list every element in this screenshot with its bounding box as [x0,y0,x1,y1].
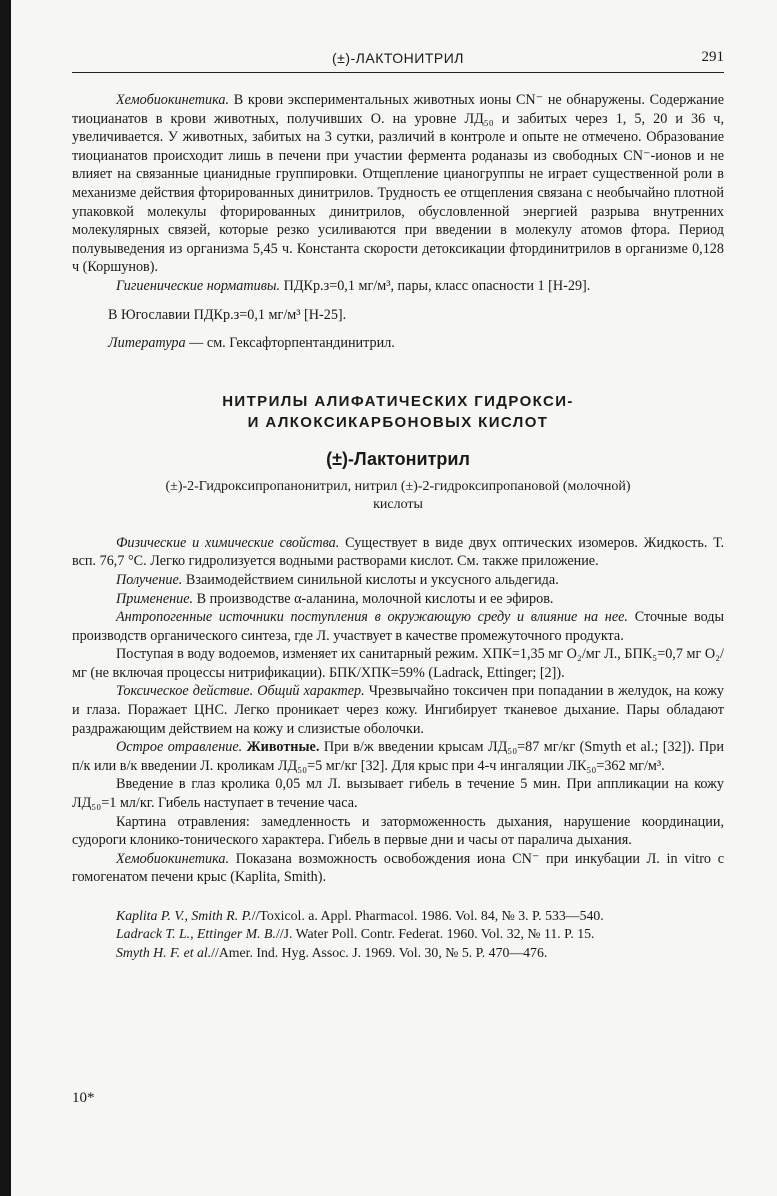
paragraph-clinical-picture [72,813,724,850]
paragraph-text: Чрезвычайно токсичен при попадании в желудок, на кожу и глаза. Поражает ЦНС. Легко проникает через кожу. Ингибирует тканевое дыхание. Пары обладают раздражающим действием на кожу и слизистые оболочки. [72,683,724,737]
section-heading-line: И АЛКОКСИКАРБОНОВЫХ КИСЛОТ [247,413,549,431]
paragraph-eye-skin [72,775,724,812]
book-page [72,46,724,962]
section-heading-line: НИТРИЛЫ АЛИФАТИЧЕСКИХ ГИДРОКСИ- [222,392,574,410]
run-in-heading: Литература [108,335,186,352]
compound-body [72,534,724,887]
paragraph-text: ПДКр.з=0,1 мг/м³, пары, класс опасности 1 [Н-29]. [280,277,591,294]
section-heading [72,391,724,433]
paragraph-text: В производстве α-аланина, молочной кислоты и ее эфиров. [193,590,554,607]
paragraph-chemobiokinetics-2 [72,850,724,887]
paragraph-hygiene-standards [72,277,724,296]
run-in-heading: Хемобиокинетика. [116,850,230,867]
synonyms-line: (±)-2-Гидроксипропанонитрил, нитрил (±)-2-гидроксипропановой (молочной) [165,478,631,494]
reference-item [72,944,724,962]
reference-item [72,907,724,925]
paragraph-properties [72,534,724,571]
paragraph-yugoslavia [72,306,724,325]
reference-authors: Smyth H. F. et al. [116,944,212,960]
run-in-heading: Хемобиокинетика. [116,92,230,108]
paragraph-text: Существует в виде двух оптических изомеров. Жидкость. Т. всп. 76,7 °С. Легко гидролизуется водными растворами кислот. См. также приложение. [72,534,724,570]
paragraph-text: В Югославии ПДКр.з=0,1 мг/м³ [Н-25]. [108,306,347,323]
run-in-heading: Применение. [116,590,194,607]
paragraph-text: Картина отравления: замедленность и заторможенность дыхания, нарушение координации, судороги клонико-тонического характера. Гибель в первые дни и часы от паралича дыхания. [72,813,724,849]
paragraph-text: Сточные воды производств органического синтеза, где Л. участвует в качестве промежуточного продукта. [72,609,725,644]
run-in-heading: Получение. [116,571,183,588]
page-binding-edge [0,0,11,1196]
compound-title: (±)-Лактонитрил [326,448,470,469]
paragraph-text: Введение в глаз кролика 0,05 мл Л. вызывает гибель в течение 5 мин. При аппликации на кожу ЛД₅₀=1 мл/кг. Гибель наступает в течение часа. [72,776,724,812]
running-title: (±)-ЛАКТОНИТРИЛ [332,50,464,66]
paragraph-toxic-action [72,682,724,738]
reference-source: //J. Water Poll. Contr. Federat. 1960. Vol. 32, № 11. P. 15. [275,926,595,942]
paragraph-production [72,571,724,590]
paragraph-text: Взаимодействием синильной кислоты и уксусного альдегида. [182,571,559,588]
compound-synonyms [72,478,724,514]
reference-authors: Ladrack T. L., Ettinger M. B. [116,926,276,942]
signature-folio: 10* [72,1090,95,1106]
paragraph-anthropogenic-sources [72,608,724,645]
run-in-heading: Антропогенные источники поступления в окружающую среду и влияние на нее. [116,609,628,626]
paragraph-text: При в/ж введении крысам ЛД₅₀=87 мг/кг (Smyth et al.; [32]). При п/к или в/к введении Л. кроликам ЛД₅₀=5 мг/кг [32]. Для крыс при 4-ч ингаляции ЛК₅₀=362 мг/м³. [72,739,724,774]
paragraph-chemobiokinetics [72,91,724,277]
run-in-heading: Токсическое действие. Общий характер. [116,683,365,700]
run-in-heading: Гигиенические нормативы. [116,277,281,294]
paragraph-text: Показана возможность освобождения иона CN⁻ при инкубации Л. in vitro с гомогенатом печени крыс (Kaplita, Smith). [72,850,724,886]
reference-authors: Kaplita P. V., Smith R. P. [116,908,252,923]
run-in-heading: Острое отравление. [116,739,243,756]
reference-item [72,925,724,943]
running-header [72,46,724,73]
synonyms-line: кислоты [373,496,423,512]
page-number: 291 [701,49,724,65]
paragraph-literature [72,334,724,353]
run-in-heading: Физические и химические свойства. [116,534,340,551]
paragraph-acute-poisoning [72,738,724,775]
paragraph-text: Поступая в воду водоемов, изменяет их санитарный режим. ХПК=1,35 мг O₂/мг Л., БПК₅=0,7 мг O₂/мг (не включая процессы нитрификации). БПК/ХПК=59% (Ladrack, Ettinger; [2]). [72,646,724,681]
references [72,907,724,962]
paragraph-text: — см. Гексафторпентандинитрил. [185,335,395,352]
bold-subheading: Животные. [242,739,320,756]
article-text [72,91,724,962]
paragraph-text: В крови экспериментальных животных ионы CN⁻ не обнаружены. Содержание тиоцианатов в крови животных, получивших О. на уровне ЛД₅₀ и забитых через 1, 5, 20 и 36 ч, увеличивается. У животных, забитых на 3 сутки, различий в контроле и опыте не отмечено. Образование тиоцианатов происходит лишь в печени при участии фермента роданазы из свободных CN⁻-ионов и не влияет на связанные цианидные группировки. Отщепление цианогруппы не играет существенной роли в механизме действия фторированных динитрилов. Трудность ее отщепления связана с необычайно плотной упаковкой молекулы фторированных динитрилов, обусловленной энергией разрыва внутренних молекулярных связей, которые резко усиливаются при введении в молекулу атомов фтора. Период полувыведения из организма 5,45 ч. Константа скорости детоксикации фтординитрилов в организме 0,128 ч (Коршунов). [72,92,724,276]
paragraph-water-regime [72,645,724,682]
reference-source: //Amer. Ind. Hyg. Assoc. J. 1969. Vol. 30, № 5. P. 470—476. [211,944,548,960]
reference-source: //Toxicol. a. Appl. Pharmacol. 1986. Vol. 84, № 3. P. 533—540. [251,908,604,923]
paragraph-application [72,590,724,609]
